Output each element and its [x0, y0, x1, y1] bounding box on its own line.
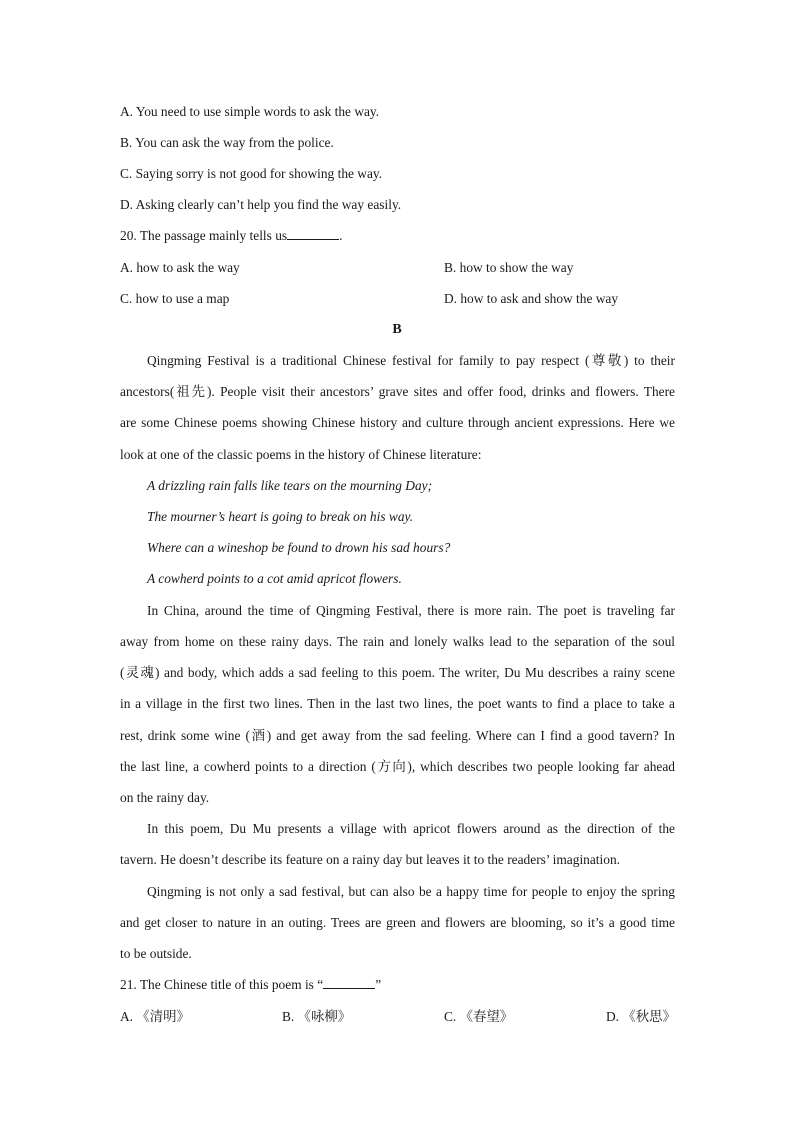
passage-p2-line2: away from home on these rainy days. The rain and lonely walks lead to the separation of the soul: [120, 634, 675, 649]
passage-p4-line1: Qingming is not only a sad festival, but can also be a happy time for people to enjoy the spring: [147, 884, 675, 899]
passage-p2-line3: (灵魂) and body, which adds a sad feeling to this poem. The writer, Du Mu describes a rainy scene: [120, 665, 675, 680]
passage-p1-line1: Qingming Festival is a traditional Chinese festival for family to pay respect (尊敬) to their: [147, 353, 675, 368]
q19-option-d: D. Asking clearly can’t help you find the way easily.: [120, 197, 402, 212]
q21-option-b: B. 《咏柳》: [282, 1009, 352, 1024]
passage-p4-line3: to be outside.: [120, 946, 192, 961]
passage-p2-line7: on the rainy day.: [120, 790, 210, 805]
passage-p1-line2: ancestors(祖先). People visit their ancestors’ grave sites and offer food, drinks and flowers. There: [120, 384, 675, 399]
passage-p1-line4: look at one of the classic poems in the history of Chinese literature:: [120, 447, 482, 462]
poem-line4: A cowherd points to a cot amid apricot flowers.: [147, 571, 402, 586]
poem-line3: Where can a wineshop be found to drown his sad hours?: [147, 540, 451, 555]
q21-stem-text: 21. The Chinese title of this poem is “: [120, 977, 324, 992]
q19-option-b: B. You can ask the way from the police.: [120, 135, 334, 150]
q21-option-c: C. 《春望》: [444, 1009, 514, 1024]
q20-option-b: B. how to show the way: [444, 260, 574, 275]
passage-p2-line4: in a village in the first two lines. Then in the last two lines, the poet wants to find a place to take a: [120, 696, 675, 711]
q20-stem-end: .: [339, 228, 343, 243]
poem-line2: The mourner’s heart is going to break on his way.: [147, 509, 414, 524]
section-heading: B: [392, 322, 402, 337]
poem-line1: A drizzling rain falls like tears on the mourning Day;: [147, 478, 433, 493]
q21-option-d: D. 《秋思》: [606, 1009, 676, 1024]
q20-stem-text: 20. The passage mainly tells us: [120, 228, 288, 243]
answer-blank: [287, 227, 339, 240]
q20-stem: [120, 227, 342, 245]
passage-p3-line1: In this poem, Du Mu presents a village with apricot flowers around as the direction of the: [147, 821, 675, 836]
q21-option-a: A. 《清明》: [120, 1009, 190, 1024]
answer-blank: [323, 976, 375, 989]
passage-p4-line2: and get closer to nature in an outing. Trees are green and flowers are blooming, so it’s a good time: [120, 915, 675, 930]
q20-option-a: A. how to ask the way: [120, 260, 240, 275]
passage-p2-line5: rest, drink some wine (酒) and get away from the sad feeling. Where can I find a good tavern? In: [120, 728, 675, 743]
q21-stem: [120, 976, 381, 994]
passage-p2-line1: In China, around the time of Qingming Festival, there is more rain. The poet is traveling far: [147, 603, 675, 618]
q20-option-d: D. how to ask and show the way: [444, 291, 619, 306]
q21-stem-end: ”: [375, 977, 382, 992]
passage-p3-line2: tavern. He doesn’t describe its feature on a rainy day but leaves it to the readers’ imagination.: [120, 852, 620, 867]
passage-p2-line6: the last line, a cowherd points to a direction (方向), which describes two people looking far ahead: [120, 759, 675, 774]
q19-option-a: A. You need to use simple words to ask the way.: [120, 104, 380, 119]
q19-option-c: C. Saying sorry is not good for showing the way.: [120, 166, 383, 181]
q20-option-c: C. how to use a map: [120, 291, 230, 306]
passage-p1-line3: are some Chinese poems showing Chinese history and culture through ancient expressions. Here we: [120, 415, 675, 430]
